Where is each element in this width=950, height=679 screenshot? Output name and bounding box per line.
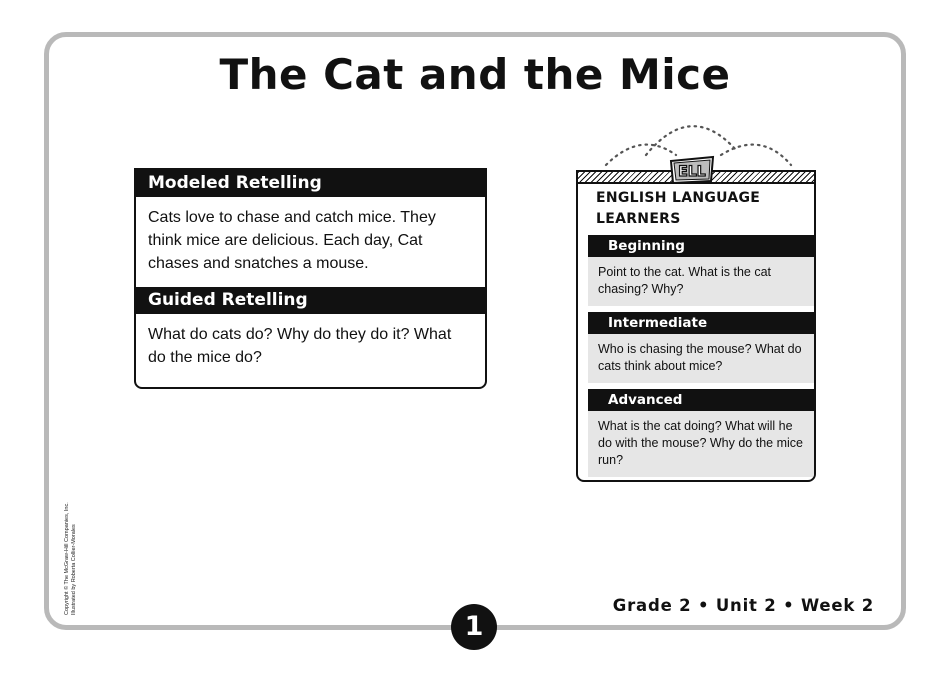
ell-badge-icon [667, 155, 717, 185]
ell-advanced-heading: Advanced [588, 389, 814, 411]
ell-intermediate-text: Who is chasing the mouse? What do cats think about mice? [588, 334, 814, 383]
page-title: The Cat and the Mice [219, 50, 731, 99]
copyright-line: Copyright © The McGraw-Hill Companies, Inc. [64, 502, 70, 615]
ell-title-line2: LEARNERS [596, 211, 681, 227]
ell-intermediate-heading: Intermediate [588, 312, 814, 334]
ell-advanced-text: What is the cat doing? What will he do with the mouse? Why do the mice run? [588, 411, 814, 477]
guided-retelling-text: What do cats do? Why do they do it? What do the mice do? [148, 326, 452, 366]
illustrator-credit: Illustrated by Roberta Collier-Morales [71, 524, 77, 615]
page-number: 1 [451, 604, 497, 650]
modeled-retelling-heading: Modeled Retelling [136, 170, 485, 197]
ell-beginning-text: Point to the cat. What is the cat chasing? Why? [588, 257, 814, 306]
modeled-retelling-text: Cats love to chase and catch mice. They think mice are delicious. Each day, Cat chases and snatches a mouse. [148, 209, 436, 272]
ell-badge-label: ELL [678, 164, 706, 180]
copyright-notice [64, 465, 78, 615]
grade-unit-week: Grade 2 • Unit 2 • Week 2 [612, 596, 874, 615]
ell-card [576, 170, 816, 482]
ell-beginning-heading: Beginning [588, 235, 814, 257]
ell-title-line1: ENGLISH LANGUAGE [596, 190, 761, 206]
retelling-card [134, 168, 487, 389]
ell-title [578, 184, 814, 235]
guided-retelling-heading: Guided Retelling [136, 287, 485, 314]
